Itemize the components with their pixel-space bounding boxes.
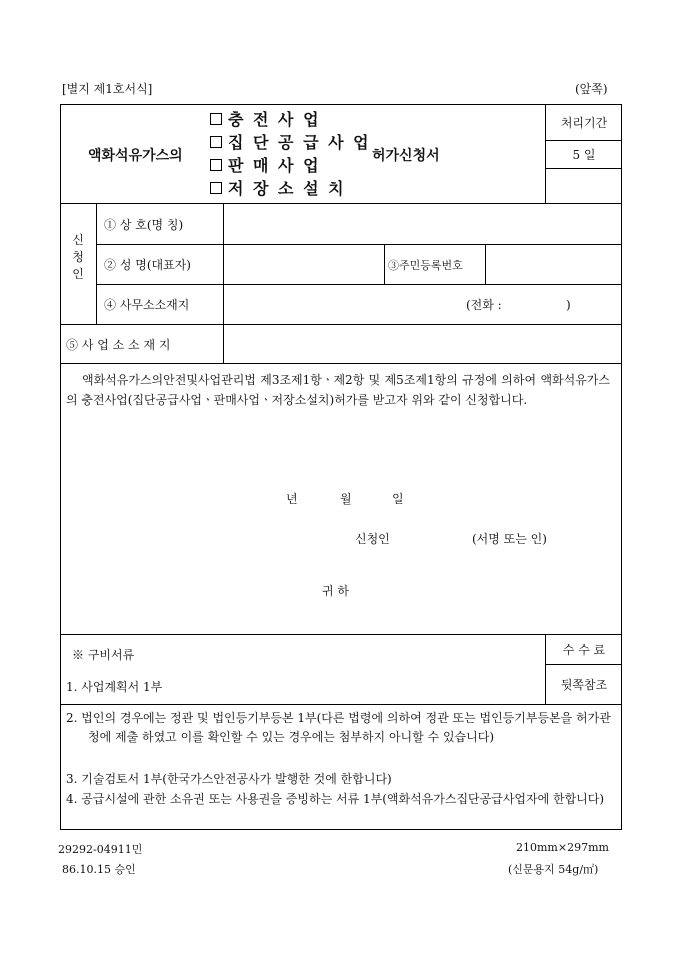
date-month: 월 bbox=[340, 492, 352, 506]
business-location-label: ⑤ 사 업 소 소 재 지 bbox=[66, 337, 171, 352]
office-address-field[interactable] bbox=[226, 285, 466, 324]
checkbox[interactable] bbox=[210, 159, 222, 171]
fee-value: 뒷쪽참조 bbox=[560, 678, 608, 692]
application-statement: 액화석유가스의안전및사업관리법 제3조제1항ㆍ제2항 및 제5조제1항의 규정에 의하여 액화석유가스의 충전사업(집단공급사업ㆍ판매사업ㆍ저장소설치)허가를 받고자 위와 같이 신청합니다. bbox=[66, 373, 610, 407]
trade-name-label: ① 상 호(명 칭) bbox=[104, 217, 184, 232]
phone-close: ) bbox=[566, 297, 571, 312]
option-charging: 충 전 사 업 bbox=[210, 107, 371, 130]
business-type-options bbox=[210, 107, 371, 199]
form-annex-label: [별지 제1호서식] bbox=[62, 82, 153, 96]
option-storage: 저 장 소 설 치 bbox=[210, 176, 371, 199]
checkbox[interactable] bbox=[210, 182, 222, 194]
representative-field[interactable] bbox=[226, 245, 382, 284]
title-suffix: 허가신청서 bbox=[372, 148, 440, 164]
document-item-2: 2. 법인의 경우에는 정관 및 법인등기부등본 1부(다른 법령에 의하여 정관 또는 법인등기부등본을 허가관청에 제출 하였고 이를 확인할 수 있는 경우에는 첨부하지 아니할 수 있습니다) bbox=[66, 711, 611, 744]
paper-size: 210mm×297mm bbox=[516, 841, 609, 854]
fee-label: 수 수 료 bbox=[562, 643, 606, 657]
checkbox[interactable] bbox=[210, 113, 222, 125]
required-documents-heading: ※ 구비서류 bbox=[72, 647, 135, 662]
resident-number-field[interactable] bbox=[488, 245, 620, 284]
document-item-4: 4. 공급시설에 관한 소유권 또는 사용권을 증빙하는 서류 1부(액화석유가스집단공급사업자에 한합니다) bbox=[66, 792, 605, 806]
form-code: 29292-04911민 bbox=[58, 843, 143, 856]
trade-name-field[interactable] bbox=[226, 204, 620, 244]
office-address-label: ④ 사무소소재지 bbox=[104, 298, 190, 312]
signature-placeholder: (서명 또는 인) bbox=[472, 532, 547, 546]
date-day: 일 bbox=[392, 492, 404, 506]
representative-label: ② 성 명(대표자) bbox=[104, 258, 191, 272]
document-item-1: 1. 사업계획서 1부 bbox=[66, 679, 163, 694]
business-location-field[interactable] bbox=[226, 325, 620, 363]
document-item-3: 3. 기술검토서 1부(한국가스안전공사가 발행한 것에 한합니다) bbox=[66, 772, 392, 786]
page-side-label: (앞쪽) bbox=[575, 82, 608, 96]
applicant-group-label: 신 청 인 bbox=[72, 233, 84, 281]
title-prefix: 액화석유가스의 bbox=[88, 148, 183, 164]
applicant-signature-label: 신청인 bbox=[355, 532, 390, 546]
phone-label: (전화 : bbox=[466, 298, 502, 312]
processing-period-label: 처리기간 bbox=[560, 115, 608, 130]
approval-date: 86.10.15 승인 bbox=[62, 863, 136, 876]
paper-type: (신문용지 54g/㎡) bbox=[508, 863, 599, 876]
processing-period-value: 5 일 bbox=[572, 148, 596, 162]
recipient-label: 귀 하 bbox=[322, 584, 349, 598]
option-sales: 판 매 사 업 bbox=[210, 153, 371, 176]
date-year: 년 bbox=[286, 492, 298, 506]
option-group-supply: 집 단 공 급 사 업 bbox=[210, 130, 371, 153]
checkbox[interactable] bbox=[210, 136, 222, 148]
resident-number-label: ③주민등록번호 bbox=[388, 258, 463, 272]
